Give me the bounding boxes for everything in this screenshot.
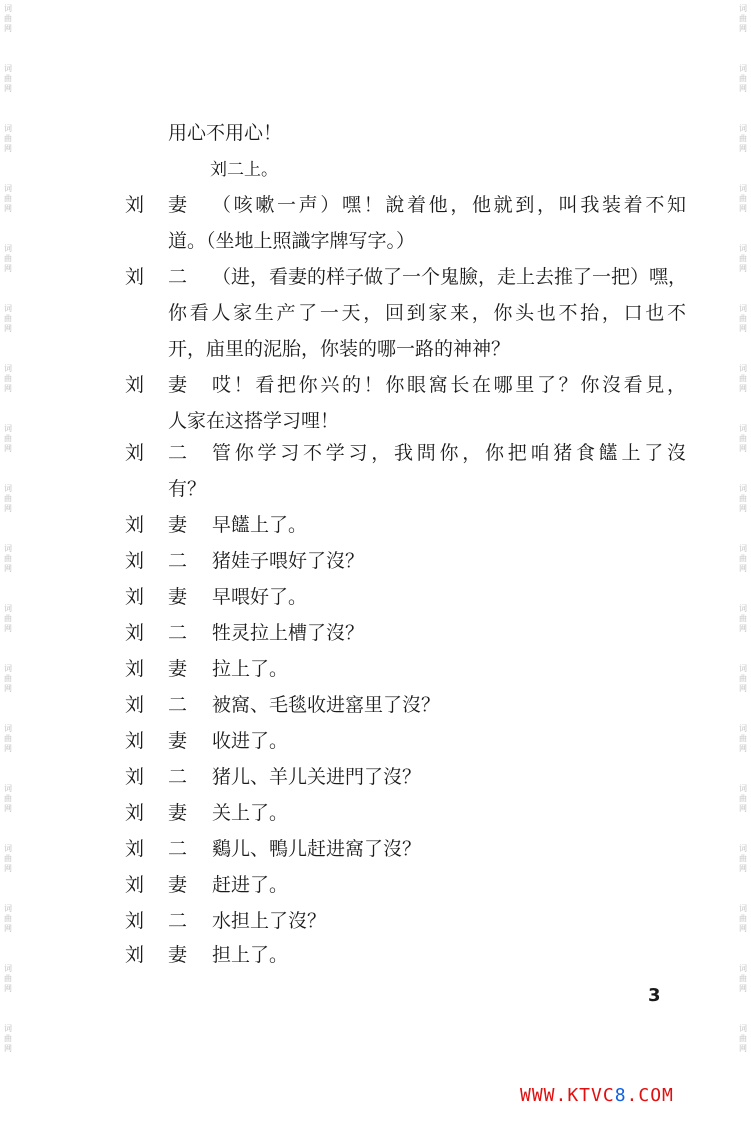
continuation-line bbox=[0, 406, 751, 436]
site-watermark-part3: .COM bbox=[626, 1085, 674, 1106]
dialogue-line bbox=[0, 262, 751, 292]
speaker-surname: 刘 bbox=[125, 442, 145, 464]
dialogue-line bbox=[0, 654, 751, 684]
dialogue-text: 水担上了沒？ bbox=[212, 910, 327, 932]
dialogue-line bbox=[0, 690, 751, 720]
dialogue-line bbox=[0, 438, 751, 468]
watermark-char: 曲 bbox=[4, 794, 12, 803]
watermark-char: 网 bbox=[739, 624, 747, 633]
watermark-char: 曲 bbox=[739, 254, 747, 263]
watermark-char: 词 bbox=[739, 244, 747, 253]
watermark-char: 网 bbox=[739, 564, 747, 573]
watermark-char: 网 bbox=[739, 384, 747, 393]
dialogue-text: 猪儿、羊儿关进門了沒？ bbox=[212, 766, 422, 788]
continuation-text: 道。（坐地上照識字牌写字。） bbox=[168, 230, 416, 252]
speaker-surname: 刘 bbox=[125, 802, 145, 824]
watermark-char: 曲 bbox=[739, 14, 747, 23]
continuation-text: 人家在这搭学习哩！ bbox=[168, 410, 340, 432]
watermark-char: 网 bbox=[4, 564, 12, 573]
watermark-char: 网 bbox=[4, 744, 12, 753]
watermark-char: 曲 bbox=[4, 674, 12, 683]
watermark-char: 词 bbox=[4, 424, 12, 433]
speaker-role: 二 bbox=[168, 266, 188, 288]
watermark-char: 词 bbox=[739, 124, 747, 133]
speaker-surname: 刘 bbox=[125, 622, 145, 644]
watermark-char: 曲 bbox=[739, 1034, 747, 1043]
watermark-char: 词 bbox=[739, 4, 747, 13]
watermark-char: 曲 bbox=[739, 374, 747, 383]
dialogue-line bbox=[0, 906, 751, 936]
watermark-char: 网 bbox=[739, 24, 747, 33]
watermark-char: 词 bbox=[739, 604, 747, 613]
watermark-char: 词 bbox=[4, 664, 12, 673]
speaker-role: 二 bbox=[168, 838, 188, 860]
speaker-role: 妻 bbox=[168, 586, 188, 608]
site-watermark-part2: 8 bbox=[614, 1085, 627, 1106]
watermark-char: 词 bbox=[4, 544, 12, 553]
watermark-char: 网 bbox=[4, 384, 12, 393]
continuation-text: 开，庙里的泥胎，你装的哪一路的神神？ bbox=[168, 338, 511, 360]
watermark-char: 曲 bbox=[4, 914, 12, 923]
watermark-char: 曲 bbox=[739, 314, 747, 323]
watermark-char: 词 bbox=[739, 64, 747, 73]
speaker-surname: 刘 bbox=[125, 838, 145, 860]
watermark-char: 词 bbox=[4, 1024, 12, 1033]
watermark-char: 网 bbox=[739, 144, 747, 153]
speaker-role: 妻 bbox=[168, 802, 188, 824]
watermark-char: 词 bbox=[4, 64, 12, 73]
watermark-char: 词 bbox=[739, 664, 747, 673]
watermark-char: 曲 bbox=[4, 734, 12, 743]
continuation-line bbox=[0, 226, 751, 256]
speaker-role: 二 bbox=[168, 622, 188, 644]
watermark-char: 曲 bbox=[4, 254, 12, 263]
speaker-surname: 刘 bbox=[125, 944, 145, 966]
watermark-char: 词 bbox=[739, 544, 747, 553]
watermark-char: 词 bbox=[4, 184, 12, 193]
watermark-char: 网 bbox=[4, 984, 12, 993]
watermark-char: 网 bbox=[4, 444, 12, 453]
watermark-char: 曲 bbox=[739, 494, 747, 503]
speaker-role: 二 bbox=[168, 910, 188, 932]
watermark-char: 曲 bbox=[739, 794, 747, 803]
watermark-char: 网 bbox=[739, 204, 747, 213]
watermark-char: 词 bbox=[4, 964, 12, 973]
watermark-char: 曲 bbox=[739, 614, 747, 623]
watermark-char: 词 bbox=[739, 364, 747, 373]
watermark-char: 词 bbox=[4, 724, 12, 733]
watermark-char: 曲 bbox=[739, 554, 747, 563]
watermark-char: 曲 bbox=[739, 674, 747, 683]
watermark-char: 网 bbox=[739, 84, 747, 93]
watermark-char: 词 bbox=[739, 784, 747, 793]
watermark-char: 词 bbox=[739, 424, 747, 433]
dialogue-line bbox=[0, 618, 751, 648]
speaker-role: 妻 bbox=[168, 944, 188, 966]
speaker-role: 妻 bbox=[168, 514, 188, 536]
speaker-surname: 刘 bbox=[125, 910, 145, 932]
watermark-char: 网 bbox=[4, 864, 12, 873]
watermark-char: 网 bbox=[4, 84, 12, 93]
site-watermark bbox=[520, 1085, 735, 1106]
speaker-surname: 刘 bbox=[125, 874, 145, 896]
dialogue-text: 担上了。 bbox=[212, 944, 289, 966]
watermark-char: 词 bbox=[4, 604, 12, 613]
watermark-char: 网 bbox=[739, 924, 747, 933]
watermark-char: 网 bbox=[739, 324, 747, 333]
watermark-char: 词 bbox=[4, 4, 12, 13]
speaker-surname: 刘 bbox=[125, 730, 145, 752]
dialogue-line bbox=[0, 762, 751, 792]
watermark-char: 词 bbox=[739, 1024, 747, 1033]
watermark-char: 网 bbox=[4, 504, 12, 513]
watermark-char: 网 bbox=[739, 1044, 747, 1053]
speaker-surname: 刘 bbox=[125, 194, 145, 216]
dialogue-line bbox=[0, 370, 751, 400]
page-number: 3 bbox=[648, 985, 661, 1006]
dialogue-text: 哎！看把你兴的！你眼窩长在哪里了？你沒看見， bbox=[212, 374, 686, 396]
watermark-char: 词 bbox=[739, 724, 747, 733]
continuation-text: 用心不用心！ bbox=[168, 122, 283, 144]
watermark-char: 曲 bbox=[4, 134, 12, 143]
watermark-char: 网 bbox=[4, 804, 12, 813]
watermark-char: 网 bbox=[4, 204, 12, 213]
watermark-char: 曲 bbox=[4, 554, 12, 563]
dialogue-line bbox=[0, 940, 751, 970]
dialogue-text: 猪娃子喂好了沒？ bbox=[212, 550, 365, 572]
speaker-role: 妻 bbox=[168, 874, 188, 896]
dialogue-text: （进，看妻的样子做了一个鬼臉，走上去推了一把）嘿， bbox=[212, 266, 688, 288]
speaker-surname: 刘 bbox=[125, 586, 145, 608]
speaker-role: 妻 bbox=[168, 374, 188, 396]
watermark-char: 曲 bbox=[739, 74, 747, 83]
watermark-char: 曲 bbox=[739, 734, 747, 743]
watermark-char: 网 bbox=[739, 804, 747, 813]
speaker-surname: 刘 bbox=[125, 658, 145, 680]
watermark-char: 网 bbox=[4, 264, 12, 273]
watermark-char: 曲 bbox=[4, 314, 12, 323]
speaker-surname: 刘 bbox=[125, 550, 145, 572]
watermark-char: 词 bbox=[739, 184, 747, 193]
watermark-char: 网 bbox=[4, 324, 12, 333]
watermark-char: 曲 bbox=[4, 74, 12, 83]
watermark-char: 曲 bbox=[739, 974, 747, 983]
watermark-char: 曲 bbox=[4, 374, 12, 383]
dialogue-text: 早喂好了。 bbox=[212, 586, 308, 608]
speaker-role: 妻 bbox=[168, 730, 188, 752]
watermark-char: 曲 bbox=[4, 194, 12, 203]
dialogue-line bbox=[0, 726, 751, 756]
watermark-char: 曲 bbox=[739, 914, 747, 923]
site-watermark-part1: WWW.KTVC bbox=[520, 1085, 615, 1106]
continuation-line bbox=[0, 334, 751, 364]
dialogue-text: 被窩、毛毯收进窰里了沒？ bbox=[212, 694, 441, 716]
speaker-role: 妻 bbox=[168, 658, 188, 680]
speaker-surname: 刘 bbox=[125, 766, 145, 788]
dialogue-text: 拉上了。 bbox=[212, 658, 289, 680]
dialogue-text: 关上了。 bbox=[212, 802, 289, 824]
speaker-role: 二 bbox=[168, 550, 188, 572]
stage-direction-text: 刘二上。 bbox=[210, 160, 278, 180]
dialogue-text: （咳嗽一声）嘿！說着他，他就到，叫我装着不知 bbox=[212, 194, 686, 216]
watermark-char: 曲 bbox=[739, 194, 747, 203]
dialogue-line bbox=[0, 582, 751, 612]
watermark-char: 词 bbox=[4, 484, 12, 493]
watermark-char: 曲 bbox=[4, 1034, 12, 1043]
stage-direction bbox=[0, 155, 751, 185]
watermark-char: 词 bbox=[4, 244, 12, 253]
dialogue-text: 早饚上了。 bbox=[212, 514, 308, 536]
watermark-char: 网 bbox=[739, 264, 747, 273]
watermark-char: 网 bbox=[739, 684, 747, 693]
dialogue-text: 牲灵拉上槽了沒？ bbox=[212, 622, 365, 644]
watermark-char: 词 bbox=[739, 904, 747, 913]
speaker-surname: 刘 bbox=[125, 694, 145, 716]
watermark-char: 曲 bbox=[4, 854, 12, 863]
watermark-char: 词 bbox=[4, 844, 12, 853]
watermark-char: 曲 bbox=[4, 614, 12, 623]
watermark-char: 曲 bbox=[739, 434, 747, 443]
watermark-char: 词 bbox=[739, 964, 747, 973]
dialogue-line bbox=[0, 870, 751, 900]
dialogue-line bbox=[0, 190, 751, 220]
dialogue-line bbox=[0, 834, 751, 864]
continuation-text: 有？ bbox=[168, 478, 207, 500]
watermark-char: 词 bbox=[4, 904, 12, 913]
watermark-char: 网 bbox=[4, 684, 12, 693]
speaker-surname: 刘 bbox=[125, 514, 145, 536]
speaker-role: 二 bbox=[168, 694, 188, 716]
watermark-char: 曲 bbox=[739, 134, 747, 143]
watermark-char: 网 bbox=[739, 444, 747, 453]
continuation-line bbox=[0, 118, 751, 148]
watermark-char: 词 bbox=[4, 364, 12, 373]
watermark-char: 网 bbox=[4, 144, 12, 153]
watermark-char: 词 bbox=[739, 304, 747, 313]
speaker-surname: 刘 bbox=[125, 374, 145, 396]
watermark-char: 网 bbox=[4, 924, 12, 933]
watermark-char: 网 bbox=[739, 864, 747, 873]
watermark-char: 网 bbox=[739, 984, 747, 993]
watermark-char: 词 bbox=[4, 304, 12, 313]
watermark-char: 网 bbox=[4, 24, 12, 33]
watermark-char: 网 bbox=[739, 744, 747, 753]
watermark-char: 曲 bbox=[4, 14, 12, 23]
watermark-char: 曲 bbox=[739, 854, 747, 863]
speaker-role: 二 bbox=[168, 442, 188, 464]
continuation-line bbox=[0, 474, 751, 504]
dialogue-text: 鷄儿、鴨儿赶进窩了沒？ bbox=[212, 838, 422, 860]
watermark-char: 网 bbox=[4, 1044, 12, 1053]
watermark-char: 词 bbox=[739, 844, 747, 853]
dialogue-text: 赶进了。 bbox=[212, 874, 289, 896]
watermark-char: 词 bbox=[739, 484, 747, 493]
speaker-role: 妻 bbox=[168, 194, 188, 216]
dialogue-line bbox=[0, 798, 751, 828]
watermark-char: 网 bbox=[739, 504, 747, 513]
dialogue-text: 收进了。 bbox=[212, 730, 289, 752]
watermark-char: 网 bbox=[4, 624, 12, 633]
dialogue-line bbox=[0, 546, 751, 576]
watermark-char: 曲 bbox=[4, 974, 12, 983]
watermark-char: 曲 bbox=[4, 434, 12, 443]
speaker-surname: 刘 bbox=[125, 266, 145, 288]
continuation-line bbox=[0, 298, 751, 328]
dialogue-text: 管你学习不学习，我問你，你把咱猪食饚上了沒 bbox=[212, 442, 686, 464]
continuation-text: 你看人家生产了一天，回到家来，你头也不抬，口也不 bbox=[168, 302, 686, 324]
watermark-char: 词 bbox=[4, 124, 12, 133]
watermark-char: 词 bbox=[4, 784, 12, 793]
speaker-role: 二 bbox=[168, 766, 188, 788]
watermark-char: 曲 bbox=[4, 494, 12, 503]
dialogue-line bbox=[0, 510, 751, 540]
